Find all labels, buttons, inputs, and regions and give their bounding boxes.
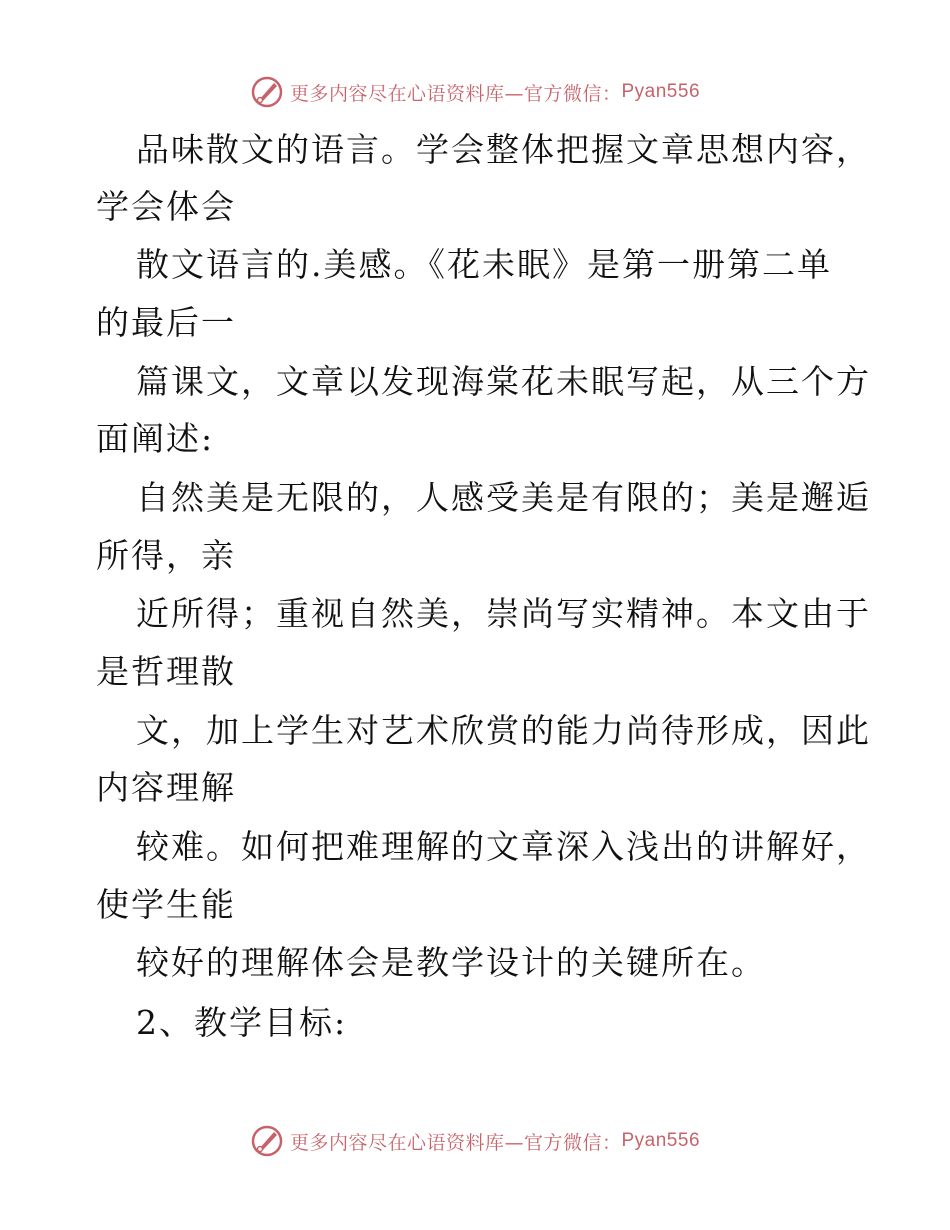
text-line: 学会体会 bbox=[96, 187, 236, 226]
text-line: 品味散文的语言。学会整体把握文章思想内容， bbox=[136, 130, 871, 169]
text-line: 较好的理解体会是教学设计的关键所在。 bbox=[136, 943, 766, 982]
text-line: 内容理解 bbox=[96, 768, 236, 807]
watermark-wechat-id: Pyan556 bbox=[621, 1130, 701, 1151]
text-line: 文，加上学生对艺术欣赏的能力尚待形成，因此 bbox=[136, 711, 871, 750]
quill-logo-icon bbox=[250, 75, 284, 109]
text-line: 篇课文，文章以发现海棠花未眠写起，从三个方 bbox=[136, 362, 871, 401]
text-line: 使学生能 bbox=[96, 885, 236, 924]
watermark-text: 更多内容尽在心语资料库—官方微信： bbox=[289, 82, 622, 105]
text-line: 散文语言的.美感。《花未眠》是第一册第二单 bbox=[136, 245, 832, 284]
quill-logo-icon bbox=[250, 1124, 284, 1158]
text-line: 的最后一 bbox=[96, 303, 236, 342]
text-line: 自然美是无限的，人感受美是有限的；美是邂逅 bbox=[136, 478, 871, 517]
header-watermark bbox=[0, 72, 950, 112]
footer-watermark bbox=[0, 1121, 950, 1161]
watermark-text: 更多内容尽在心语资料库—官方微信： bbox=[289, 1131, 622, 1154]
text-line: 近所得；重视自然美，崇尚写实精神。本文由于 bbox=[136, 594, 871, 633]
text-line: 所得，亲 bbox=[96, 536, 236, 575]
text-line: 2、教学目标: bbox=[136, 1003, 348, 1042]
text-line: 面阐述: bbox=[96, 419, 215, 458]
text-line: 较难。如何把难理解的文章深入浅出的讲解好， bbox=[136, 827, 871, 866]
text-line: 是哲理散 bbox=[96, 652, 236, 691]
watermark-wechat-id: Pyan556 bbox=[621, 81, 701, 102]
